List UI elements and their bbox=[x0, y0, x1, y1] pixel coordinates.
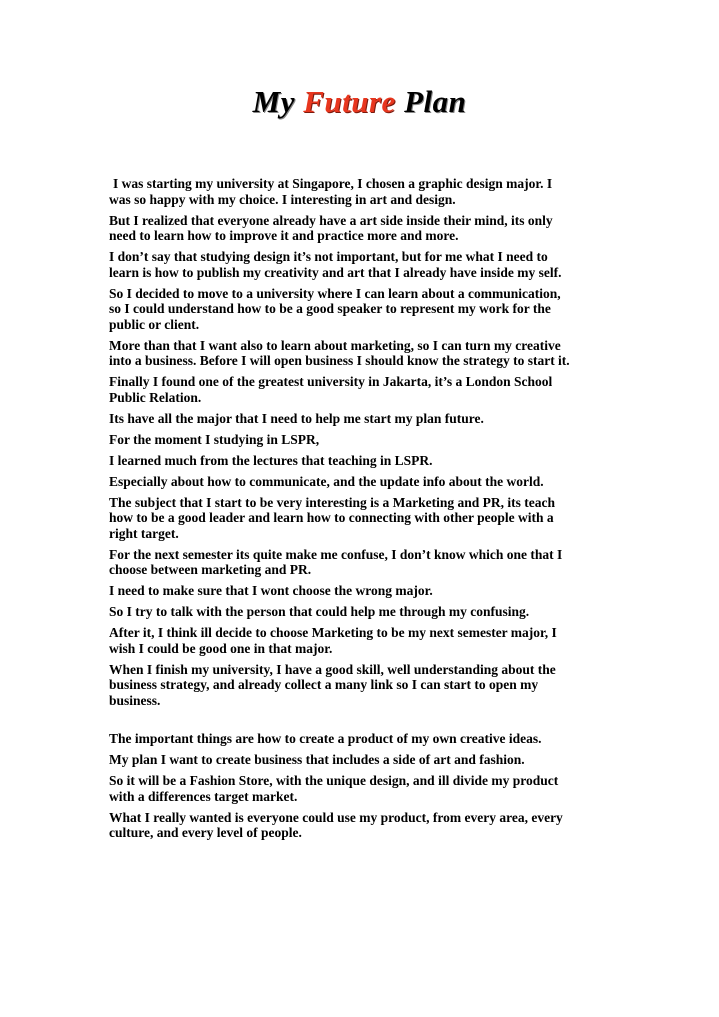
paragraph bbox=[109, 374, 609, 405]
paragraph bbox=[109, 286, 609, 333]
paragraph-line: I was starting my university at Singapore, I chosen a graphic design major. I bbox=[113, 176, 553, 191]
paragraph-line: For the next semester its quite make me confuse, I don’t know which one that I bbox=[109, 546, 563, 562]
paragraph bbox=[109, 432, 609, 448]
paragraph bbox=[109, 752, 609, 768]
paragraph bbox=[109, 583, 609, 599]
paragraph-line: into a business. Before I will open business I should know the strategy to start it. bbox=[109, 353, 570, 368]
paragraph-line: Finally I found one of the greatest university in Jakarta, it’s a London School bbox=[109, 374, 553, 389]
paragraph-line: business. bbox=[109, 692, 161, 708]
paragraph-line: So I decided to move to a university where I can learn about a communication, bbox=[109, 285, 561, 301]
paragraph-line: So it will be a Fashion Store, with the unique design, and ill divide my product bbox=[109, 773, 559, 788]
paragraph bbox=[109, 731, 609, 747]
paragraph-line: right target. bbox=[109, 525, 179, 541]
paragraph bbox=[109, 474, 609, 490]
paragraph-line: wish I could be good one in that major. bbox=[109, 640, 333, 656]
paragraph-line: was so happy with my choice. I interesting in art and design. bbox=[109, 191, 456, 207]
document-title bbox=[0, 82, 719, 122]
title-word-future: Future bbox=[303, 84, 396, 119]
paragraph-line: Especially about how to communicate, and the update info about the world. bbox=[109, 473, 544, 489]
paragraph bbox=[109, 453, 609, 469]
title-word-my: My bbox=[252, 84, 295, 119]
paragraph-line: I learned much from the lectures that teaching in LSPR. bbox=[109, 452, 433, 468]
paragraph-line: Public Relation. bbox=[109, 389, 202, 405]
paragraph bbox=[109, 176, 609, 207]
paragraph-line: need to learn how to improve it and practice more and more. bbox=[109, 228, 459, 243]
paragraph-line: When I finish my university, I have a good skill, well understanding about the bbox=[109, 661, 556, 677]
paragraph-line: so I could understand how to be a good speaker to represent my work for the bbox=[109, 301, 551, 316]
paragraph bbox=[109, 338, 609, 369]
paragraph-line: Its have all the major that I need to help me start my plan future. bbox=[109, 410, 484, 426]
document-body bbox=[109, 176, 609, 846]
paragraph-line: I need to make sure that I wont choose the wrong major. bbox=[109, 583, 433, 598]
title-word-plan: Plan bbox=[404, 84, 467, 119]
paragraph bbox=[109, 547, 609, 578]
paragraph-line: choose between marketing and PR. bbox=[109, 562, 312, 577]
paragraph bbox=[109, 773, 609, 804]
paragraph-line: The subject that I start to be very interesting is a Marketing and PR, its teach bbox=[109, 494, 555, 510]
paragraph-line: culture, and every level of people. bbox=[109, 825, 302, 840]
paragraph-line: More than that I want also to learn about marketing, so I can turn my creative bbox=[109, 337, 561, 353]
paragraph-line: public or client. bbox=[109, 316, 200, 332]
paragraph-line: After it, I think ill decide to choose Marketing to be my next semester major, I bbox=[109, 625, 557, 640]
paragraph-line: The important things are how to create a product of my own creative ideas. bbox=[109, 731, 542, 746]
paragraph bbox=[109, 213, 609, 244]
paragraph-line: My plan I want to create business that includes a side of art and fashion. bbox=[109, 752, 525, 767]
paragraph-line: learn is how to publish my creativity and art that I already have inside my self. bbox=[109, 264, 562, 280]
paragraph bbox=[109, 810, 609, 841]
paragraph-line: What I really wanted is everyone could use my product, from every area, every bbox=[109, 809, 563, 825]
paragraph bbox=[109, 625, 609, 656]
paragraph bbox=[109, 604, 609, 620]
paragraph-line: with a differences target market. bbox=[109, 788, 298, 804]
paragraph-line: But I realized that everyone already have a art side inside their mind, its only bbox=[109, 212, 553, 228]
paragraph-line: how to be a good leader and learn how to connecting with other people with a bbox=[109, 510, 554, 525]
paragraph bbox=[109, 411, 609, 427]
paragraph-line: business strategy, and already collect a many link so I can start to open my bbox=[109, 677, 539, 692]
paragraph-line: So I try to talk with the person that could help me through my confusing. bbox=[109, 604, 530, 619]
paragraph-line: I don’t say that studying design it’s not important, but for me what I need to bbox=[109, 249, 548, 264]
paragraph-line: For the moment I studying in LSPR, bbox=[109, 431, 320, 447]
paragraph bbox=[109, 249, 609, 280]
paragraph bbox=[109, 662, 609, 709]
paragraph bbox=[109, 495, 609, 542]
